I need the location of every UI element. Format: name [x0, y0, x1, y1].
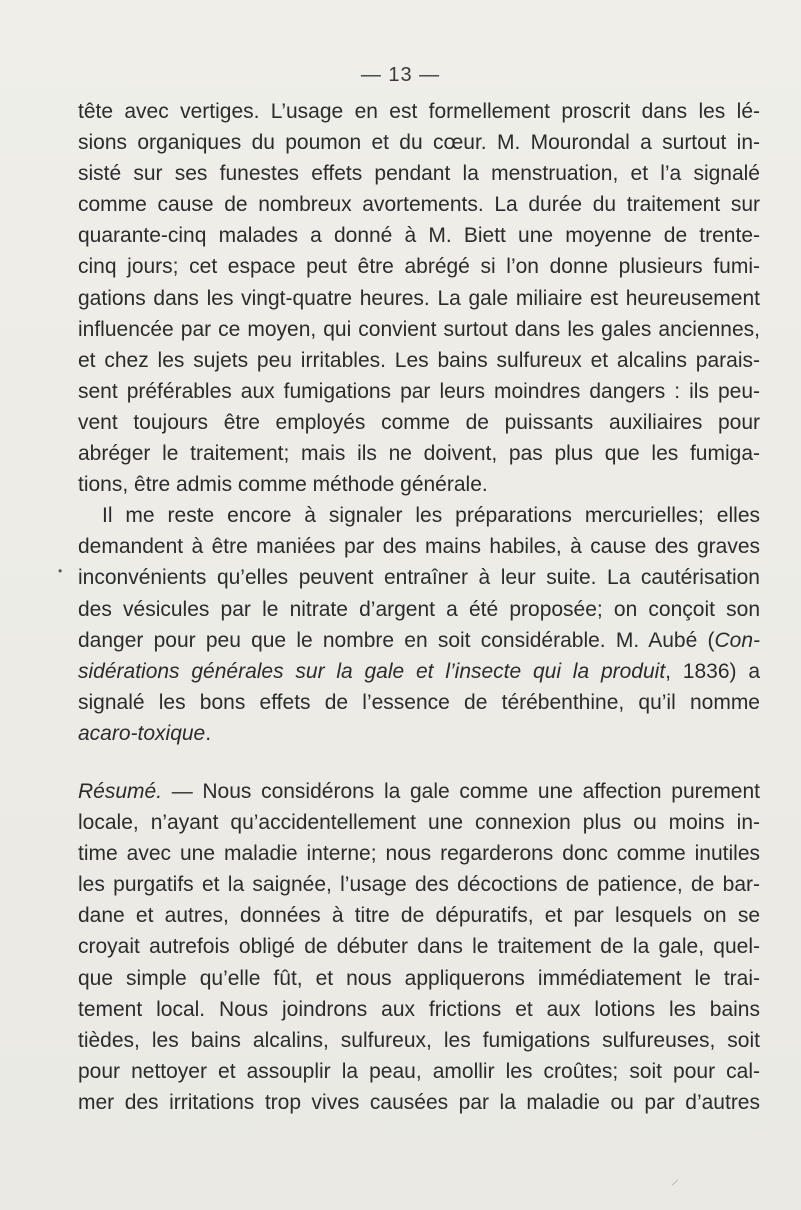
- page-number: — 13 —: [360, 64, 441, 86]
- text-line: pour nettoyer et assouplir la peau, amollir les croûtes; soit pour cal-: [78, 1059, 760, 1083]
- text-line: des vésicules par le nitrate d’argent a été proposée; on conçoit son: [78, 597, 760, 621]
- text-line: influencée par ce moyen, qui convient surtout dans les gales anciennes,: [78, 317, 760, 341]
- text-line: tête avec vertiges. L’usage en est formellement proscrit dans les lé-: [78, 100, 760, 123]
- paper-mark: [672, 1179, 678, 1185]
- paragraph-2: [78, 500, 760, 749]
- text-line: gations dans les vingt-quatre heures. La gale miliaire est heureusement: [78, 286, 760, 310]
- text-line: time avec une maladie interne; nous regarderons donc comme inutiles: [78, 842, 760, 866]
- text-line: locale, n’ayant qu’accidentellement une connexion plus ou moins in-: [78, 811, 760, 835]
- text-line: croyait autrefois obligé de débuter dans le traitement de la gale, quel-: [78, 935, 760, 959]
- paragraph-1: [78, 96, 760, 500]
- paragraph-gap: [78, 749, 760, 776]
- text-line: [78, 776, 760, 807]
- text-line: tièdes, les bains alcalins, sulfureux, les fumigations sulfureuses, soit: [78, 1028, 760, 1052]
- text-line: vent toujours être employés comme de puissants auxiliaires pour: [78, 410, 760, 434]
- text-line: abréger le traitement; mais ils ne doivent, pas plus que les fumiga-: [78, 442, 760, 466]
- text-run: danger pour peu que le nombre en soit considérable. M. Aubé (: [78, 628, 715, 652]
- text-line: inconvénients qu’elles peuvent entraîner à leur suite. La cautérisation: [78, 566, 760, 590]
- term-italic: acaro-toxique: [78, 721, 206, 745]
- text-line: comme cause de nombreux avortements. La durée du traitement sur: [78, 193, 760, 217]
- text-line: [78, 718, 760, 749]
- text-line: quarante-cinq malades a donné à M. Biett une moyenne de trente-: [78, 224, 760, 248]
- text-line: et chez les sujets peu irritables. Les bains sulfureux et alcalins parais-: [78, 348, 760, 372]
- text-line: sions organiques du poumon et du cœur. M. Mourondal a surtout in-: [78, 131, 760, 155]
- text-line: signalé les bons effets de l’essence de térébenthine, qu’il nomme: [78, 690, 760, 714]
- text-line: que simple qu’elle fût, et nous appliquerons immédiatement le trai-: [78, 966, 760, 990]
- text-line: tement local. Nous joindrons aux frictions et aux lotions les bains: [78, 997, 760, 1021]
- text-line: [78, 625, 760, 656]
- text-line: les purgatifs et la saignée, l’usage des décoctions de patience, de bar-: [78, 873, 760, 897]
- margin-mark: •: [58, 564, 63, 578]
- paragraph-resume: [78, 776, 760, 1118]
- body-text: [78, 96, 760, 1118]
- text-line: mer des irritations trop vives causées par la maladie ou par d’autres: [78, 1090, 760, 1114]
- text-line: tions, être admis comme méthode générale.: [78, 473, 488, 497]
- text-line: Il me reste encore à signaler les préparations mercurielles; elles: [102, 504, 760, 528]
- resume-heading: Résumé.: [78, 779, 163, 803]
- text-line: demandent à être maniées par des mains habiles, à cause des graves: [78, 535, 760, 559]
- text-line: sisté sur ses funestes effets pendant la menstruation, et l’a signalé: [78, 162, 760, 186]
- text-line: sent préférables aux fumigations par leurs moindres dangers : ils peu-: [78, 379, 760, 403]
- text-line: [78, 656, 760, 687]
- text-line: cinq jours; cet espace peut être abrégé si l’on donne plusieurs fumi-: [78, 255, 760, 279]
- text-run: — Nous considérons la gale comme une affection purement: [162, 779, 760, 803]
- book-title-italic: Con-: [714, 628, 760, 652]
- text-run: , 1836) a: [665, 659, 760, 683]
- book-title-italic: sidérations générales sur la gale et l’insecte qui la produit: [78, 659, 666, 683]
- text-line: dane et autres, données à titre de dépuratifs, et par lesquels on se: [78, 904, 760, 928]
- text-run: .: [205, 721, 212, 745]
